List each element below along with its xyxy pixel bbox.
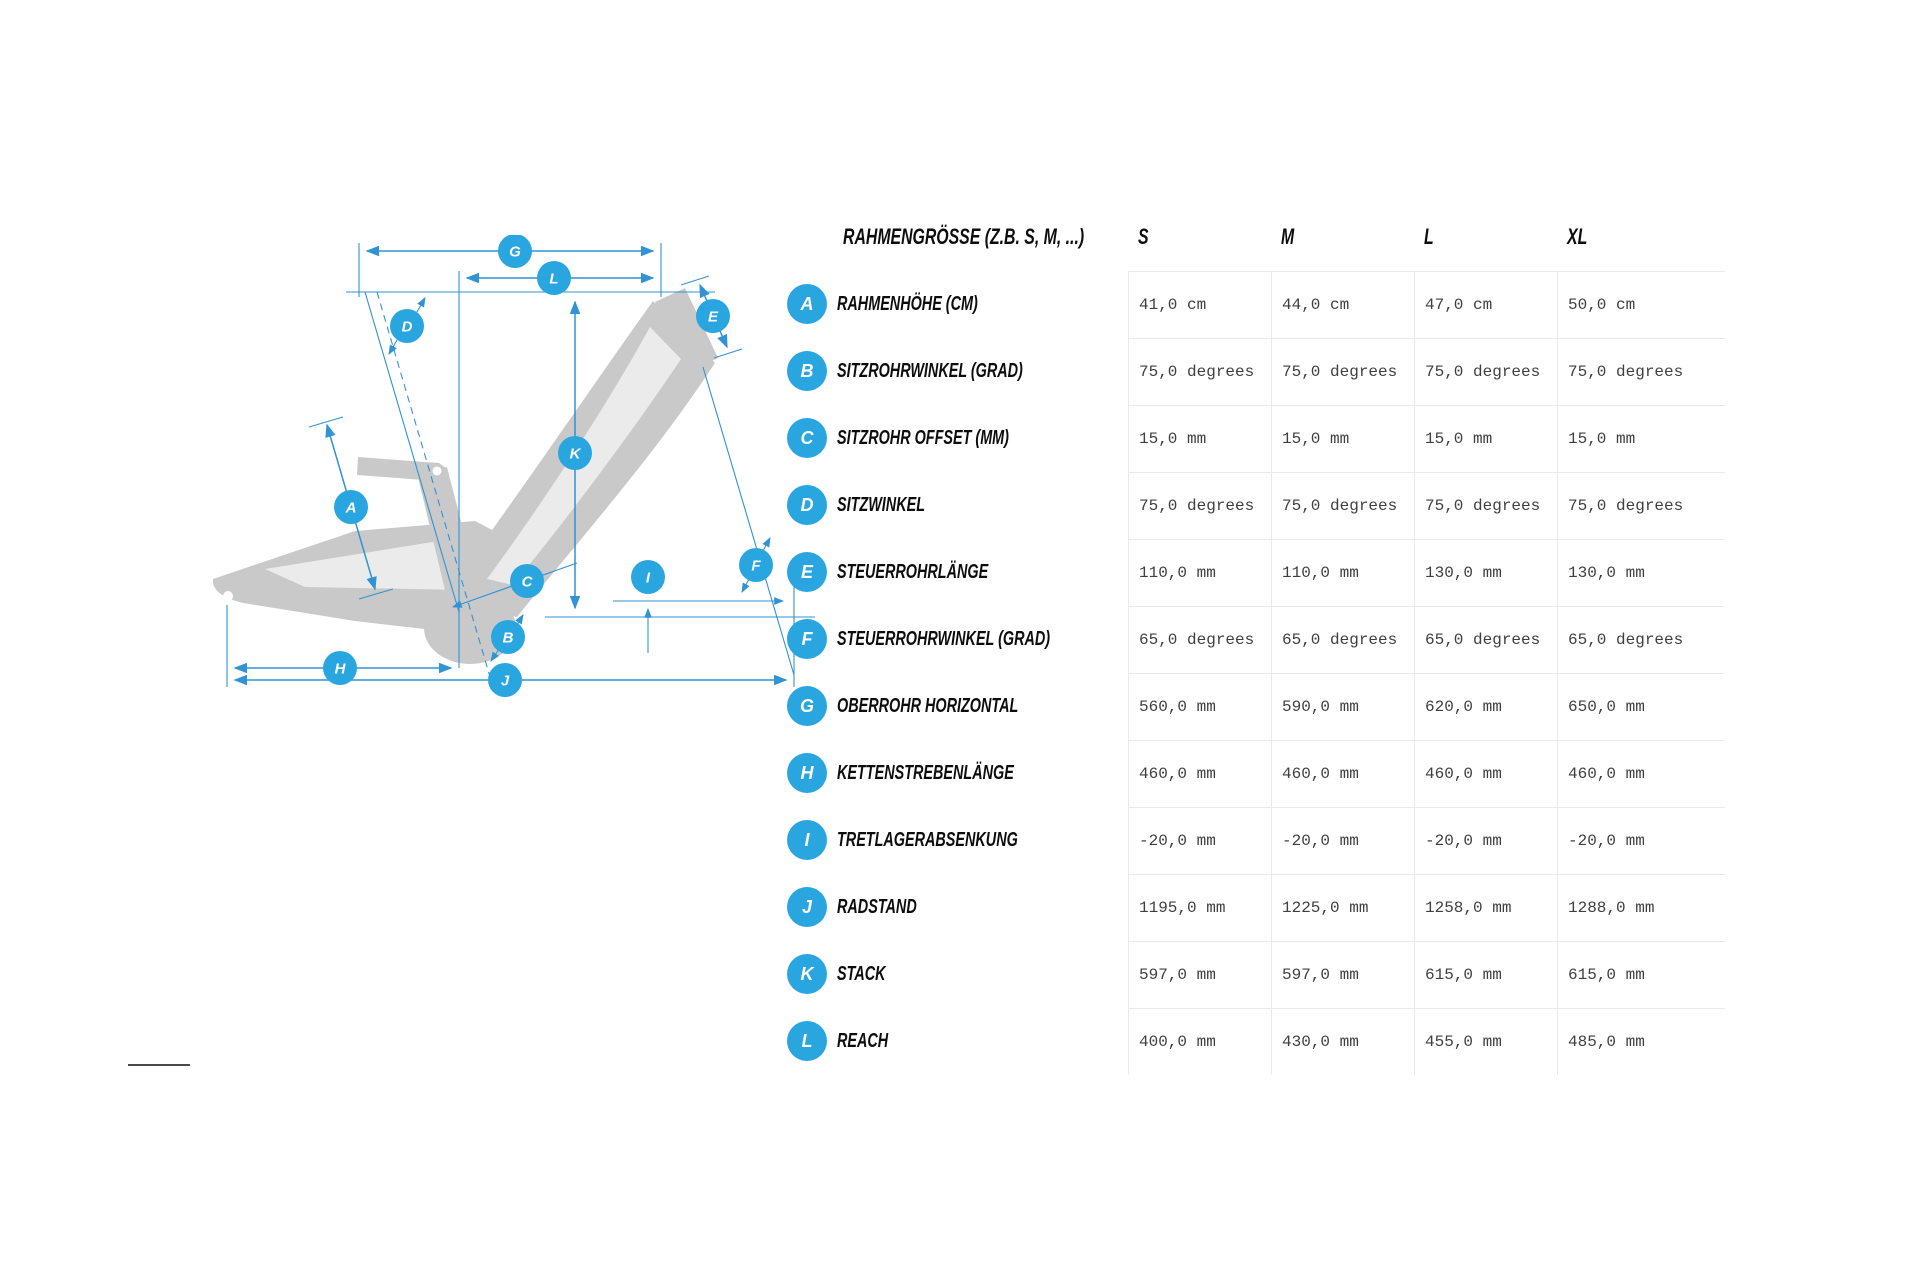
- table-row-label: [785, 271, 1128, 337]
- marker-J: [488, 663, 522, 697]
- svg-text:J: J: [500, 672, 510, 690]
- row-letter-badge: I: [787, 820, 827, 860]
- marker-H: [323, 651, 357, 685]
- row-label: SITZROHRWINKEL (GRAD): [837, 359, 1023, 382]
- marker-G: [498, 235, 532, 268]
- value-xl: 65,0 degrees: [1557, 606, 1725, 673]
- rear-dropout-hole: [223, 591, 233, 601]
- row-label: TRETLAGERABSENKUNG: [837, 828, 1018, 851]
- value-l: 65,0 degrees: [1414, 606, 1557, 673]
- column-header-s: S: [1138, 224, 1149, 249]
- row-label: STEUERROHRLÄNGE: [837, 560, 989, 583]
- frame-geometry-diagram: [115, 235, 815, 705]
- value-s: 597,0 mm: [1128, 941, 1271, 1008]
- row-letter-badge: D: [787, 485, 827, 525]
- value-s: 1195,0 mm: [1128, 874, 1271, 941]
- svg-text:D: D: [401, 318, 413, 336]
- marker-D: [390, 309, 424, 343]
- table-row-label: [785, 740, 1128, 806]
- value-m: 110,0 mm: [1271, 539, 1414, 606]
- value-xl: 485,0 mm: [1557, 1008, 1725, 1075]
- marker-F: [739, 548, 773, 582]
- value-m: 44,0 cm: [1271, 271, 1414, 338]
- svg-text:L: L: [549, 270, 559, 288]
- marker-I: [631, 560, 665, 594]
- value-s: 75,0 degrees: [1128, 472, 1271, 539]
- svg-text:K: K: [569, 445, 581, 463]
- svg-text:G: G: [509, 243, 521, 261]
- value-m: 430,0 mm: [1271, 1008, 1414, 1075]
- value-m: 460,0 mm: [1271, 740, 1414, 807]
- value-s: 75,0 degrees: [1128, 338, 1271, 405]
- marker-A: [334, 490, 368, 524]
- table-row-label: [785, 807, 1128, 873]
- value-s: 460,0 mm: [1128, 740, 1271, 807]
- table-row-label: [785, 338, 1128, 404]
- saddle-rail-shape: [357, 457, 446, 481]
- marker-E: [696, 299, 730, 333]
- value-s: -20,0 mm: [1128, 807, 1271, 874]
- value-s: 110,0 mm: [1128, 539, 1271, 606]
- value-s: 41,0 cm: [1128, 271, 1271, 338]
- value-xl: 50,0 cm: [1557, 271, 1725, 338]
- column-header-xl: XL: [1567, 224, 1588, 249]
- value-xl: -20,0 mm: [1557, 807, 1725, 874]
- value-xl: 1288,0 mm: [1557, 874, 1725, 941]
- row-label: STEUERROHRWINKEL (GRAD): [837, 627, 1051, 650]
- frame-silhouette: [213, 288, 718, 664]
- row-letter-badge: K: [787, 954, 827, 994]
- geometry-table: [785, 203, 1725, 1075]
- value-l: 15,0 mm: [1414, 405, 1557, 472]
- value-s: 560,0 mm: [1128, 673, 1271, 740]
- value-s: 400,0 mm: [1128, 1008, 1271, 1075]
- value-xl: 615,0 mm: [1557, 941, 1725, 1008]
- value-s: 15,0 mm: [1128, 405, 1271, 472]
- value-xl: 75,0 degrees: [1557, 472, 1725, 539]
- value-m: 65,0 degrees: [1271, 606, 1414, 673]
- value-l: 47,0 cm: [1414, 271, 1557, 338]
- value-m: 1225,0 mm: [1271, 874, 1414, 941]
- column-header-l: L: [1424, 224, 1434, 249]
- row-label: RADSTAND: [837, 895, 917, 918]
- svg-text:B: B: [502, 629, 514, 647]
- value-l: 460,0 mm: [1414, 740, 1557, 807]
- row-label: REACH: [837, 1029, 889, 1052]
- table-row-label: [785, 673, 1128, 739]
- svg-text:C: C: [521, 573, 533, 591]
- svg-text:F: F: [751, 557, 761, 575]
- row-letter-badge: J: [787, 887, 827, 927]
- bottom-left-dash: [128, 1064, 190, 1066]
- row-label: KETTENSTREBENLÄNGE: [837, 761, 1014, 784]
- value-l: 75,0 degrees: [1414, 472, 1557, 539]
- svg-text:E: E: [707, 308, 719, 326]
- value-m: 75,0 degrees: [1271, 338, 1414, 405]
- value-m: 15,0 mm: [1271, 405, 1414, 472]
- value-l: 130,0 mm: [1414, 539, 1557, 606]
- value-l: 620,0 mm: [1414, 673, 1557, 740]
- svg-text:H: H: [334, 660, 346, 678]
- value-m: -20,0 mm: [1271, 807, 1414, 874]
- value-l: 455,0 mm: [1414, 1008, 1557, 1075]
- table-row-label: [785, 941, 1128, 1007]
- row-label: SITZROHR OFFSET (MM): [837, 426, 1009, 449]
- value-s: 65,0 degrees: [1128, 606, 1271, 673]
- row-letter-badge: F: [787, 619, 827, 659]
- marker-C: [510, 564, 544, 598]
- value-l: -20,0 mm: [1414, 807, 1557, 874]
- value-xl: 15,0 mm: [1557, 405, 1725, 472]
- row-label: STACK: [837, 962, 886, 985]
- value-m: 75,0 degrees: [1271, 472, 1414, 539]
- row-letter-badge: L: [787, 1021, 827, 1061]
- marker-L: [537, 261, 571, 295]
- marker-K: [558, 436, 592, 470]
- value-xl: 130,0 mm: [1557, 539, 1725, 606]
- marker-B: [491, 620, 525, 654]
- row-label: SITZWINKEL: [837, 493, 925, 516]
- svg-text:A: A: [345, 499, 357, 517]
- row-letter-badge: G: [787, 686, 827, 726]
- value-l: 1258,0 mm: [1414, 874, 1557, 941]
- value-l: 615,0 mm: [1414, 941, 1557, 1008]
- row-letter-badge: A: [787, 284, 827, 324]
- table-row-label: [785, 1008, 1128, 1074]
- table-row-label: [785, 472, 1128, 538]
- table-row-label: [785, 874, 1128, 940]
- table-row-label: [785, 405, 1128, 471]
- row-letter-badge: E: [787, 552, 827, 592]
- value-xl: 650,0 mm: [1557, 673, 1725, 740]
- row-letter-badge: C: [787, 418, 827, 458]
- table-row-label: [785, 606, 1128, 672]
- value-m: 597,0 mm: [1271, 941, 1414, 1008]
- row-letter-badge: B: [787, 351, 827, 391]
- column-header-m: M: [1281, 224, 1295, 249]
- value-m: 590,0 mm: [1271, 673, 1414, 740]
- row-label: OBERROHR HORIZONTAL: [837, 694, 1019, 717]
- value-xl: 460,0 mm: [1557, 740, 1725, 807]
- table-header-label: RAHMENGRÖSSE (Z.B. S, M, ...): [843, 224, 1085, 249]
- table-row-label: [785, 539, 1128, 605]
- row-letter-badge: H: [787, 753, 827, 793]
- value-xl: 75,0 degrees: [1557, 338, 1725, 405]
- value-l: 75,0 degrees: [1414, 338, 1557, 405]
- svg-text:I: I: [645, 569, 651, 587]
- row-label: RAHMENHÖHE (CM): [837, 292, 978, 315]
